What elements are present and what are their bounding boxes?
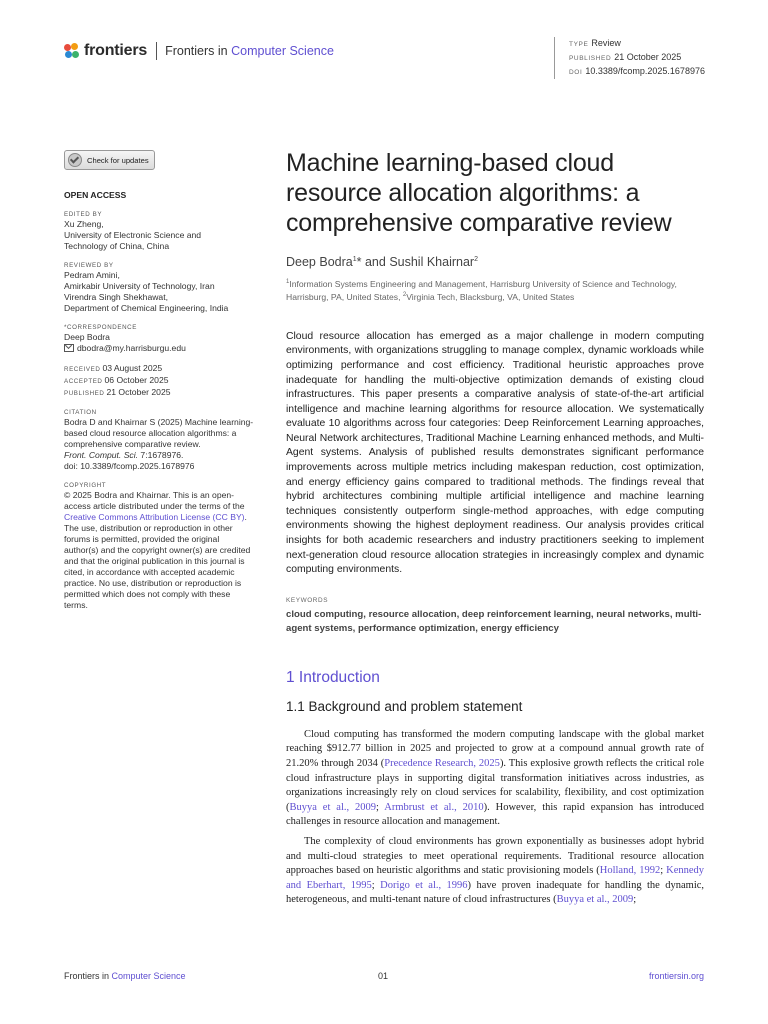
check-for-updates-button[interactable]: Check for updates bbox=[64, 150, 155, 170]
citation: Bodra D and Khairnar S (2025) Machine learning-based cloud resource allocation algorithms: a comprehensive comparative review. Front. Comput. Sci. 7:1678976. doi: 10.3389/fcomp.2025.1678976 bbox=[64, 417, 254, 471]
editor-list: Xu Zheng, University of Electronic Science and Technology of China, China bbox=[64, 219, 202, 251]
brand-name: frontiers bbox=[84, 42, 148, 59]
correspondence-name: Deep Bodra bbox=[64, 332, 110, 342]
doi[interactable]: 10.3389/fcomp.2025.1678976 bbox=[585, 66, 705, 76]
article-sidebar bbox=[64, 150, 254, 611]
page-number: 01 bbox=[378, 971, 389, 981]
received-date: 03 August 2025 bbox=[102, 363, 163, 373]
article-title: Machine learning-based cloud resource allocation algorithms: a comprehensive comparative review bbox=[286, 149, 672, 237]
author-link[interactable]: Deep Bodra bbox=[286, 255, 353, 269]
reference-link[interactable]: Holland, 1992 bbox=[599, 865, 661, 877]
reference-link[interactable]: Buyya et al., 2009 bbox=[289, 801, 377, 813]
footer-journal[interactable]: Frontiers in Computer Science bbox=[64, 971, 186, 981]
keywords: cloud computing, resource allocation, deep reinforcement learning, neural networks, multi-agent systems, performance optimization, energy efficiency bbox=[286, 608, 702, 634]
subsection-heading: 1.1 Background and problem statement bbox=[286, 698, 523, 714]
footer-site-link[interactable]: frontiersin.org bbox=[648, 971, 704, 981]
edited-by-label: EDITED BY bbox=[64, 211, 103, 218]
author-list: Deep Bodra$^1$* and Sushil Khairnar$^2$ bbox=[286, 255, 478, 269]
sidebar-published-date: 21 October 2025 bbox=[106, 387, 171, 397]
reviewer-list: Pedram Amini, Amirkabir University of Technology, Iran Virendra Singh Shekhawat, Department of Chemical Engineering, India bbox=[64, 270, 229, 313]
reviewed-by-label: REVIEWED BY bbox=[64, 262, 114, 269]
article-main bbox=[286, 148, 704, 913]
accepted-date: 06 October 2025 bbox=[104, 375, 169, 385]
article-type: Review bbox=[591, 38, 621, 48]
article-dates: RECEIVED 03 August 2025 ACCEPTED 06 October 2025 PUBLISHED 21 October 2025 bbox=[64, 363, 171, 397]
section-heading: 1 Introduction bbox=[286, 668, 380, 686]
published-date: 21 October 2025 bbox=[614, 52, 682, 62]
reference-link[interactable]: Buyya et al., 2009 bbox=[556, 894, 634, 906]
header-divider bbox=[156, 42, 157, 60]
checkmark-icon bbox=[68, 153, 82, 167]
open-access-label: OPEN ACCESS bbox=[64, 190, 127, 200]
paragraph: Cloud computing has transformed the modern computing landscape with the global market reaching $912.77 billion in 2025 and projected to grow at a compound annual growth rate of 21.20% through 2034 (Precedence Research, 2025). This explosive growth reflects the critical role cloud infrastructure plays in supporting digital transformation initiatives across industries, as organizations increasingly rely on cloud services for scalability, flexibility, and cost optimization (Buyya et al., 2009; Armbrust et al., 2010). However, this rapid expansion has introduced challenges in resource allocation and management. bbox=[286, 728, 704, 828]
reference-link[interactable]: Dorigo et al., 1996 bbox=[380, 879, 468, 891]
license-link[interactable]: Creative Commons Attribution License (CC BY) bbox=[64, 512, 245, 522]
journal-title[interactable]: Frontiers in Computer Science bbox=[165, 44, 334, 58]
correspondence-label: *CORRESPONDENCE bbox=[64, 324, 137, 331]
copyright-text: © 2025 Bodra and Khairnar. This is an open-access article distributed under the terms of the Creative Commons Attribution License (CC BY). The use, distribution or reproduction in other forums is permitted, provided the original author(s) and the copyright owner(s) are credited and that the original publication in this journal is cited, in accordance with accepted academic practice. No use, distribution or reproduction is permitted which does not comply with these terms. bbox=[64, 490, 251, 610]
keywords-label: KEYWORDS bbox=[286, 596, 329, 604]
author-link[interactable]: Sushil Khairnar bbox=[389, 255, 475, 269]
frontiers-logo-icon bbox=[64, 43, 80, 59]
reference-link[interactable]: Armbrust et al., 2010 bbox=[384, 801, 484, 813]
paragraph: The complexity of cloud environments has grown exponentially as businesses adopt hybrid and multi-cloud strategies to meet operational requirements. Traditional resource allocation approaches based on heuristic algorithms and static provisioning models (Holland, 1992; Kennedy and Eberhart, 1995; Dorigo et al., 1996) have proven inadequate for handling the dynamic, heterogeneous, and multi-tenant nature of cloud infrastructures (Buyya et al., 2009; bbox=[286, 835, 705, 906]
body-text bbox=[286, 728, 704, 908]
reference-link[interactable]: Kennedy and Eberhart, 1995 bbox=[286, 865, 705, 891]
abstract: Cloud resource allocation has emerged as a major challenge in modern computing environments, with organizations struggling to manage complex, dynamic workloads while optimizing performance and cost efficiency. Traditional heuristic approaches prove inadequate for handling the multi-objective optimization demands of existing cloud infrastructures. This paper presents a comparative analysis of state-of-the-art artificial intelligence and machine learning algorithms for resource allocation. We systematically evaluate 10 algorithms across four categories: Deep Reinforcement Learning approaches, Neural Network architectures, Traditional Machine Learning enhanced methods, and Multi-Agent systems. Analysis of published results demonstrates significant performance improvements across multiple metrics including makespan reduction, cost optimization, and energy efficiency gains compared to traditional methods. The findings reveal that hybrid architectures combining multiple artificial intelligence and machine learning techniques consistently outperform single-method approaches, with edge computing environments showing the highest deployment readiness. Our analysis provides critical insights for both academic researchers and industry practitioners seeking to implement next-generation cloud resource allocation strategies in increasingly complex and dynamic computing environments. bbox=[286, 330, 704, 576]
frontiers-logo[interactable] bbox=[64, 42, 334, 60]
citation-label: CITATION bbox=[64, 409, 97, 416]
affiliations: $^1$Information Systems Engineering and Management, Harrisburg University of Science and Technology, Harrisburg, PA, United States, $^2$Virginia Tech, Blacksburg, VA, United States bbox=[286, 278, 677, 302]
article-meta: TYPE Review PUBLISHED 21 October 2025 DOI 10.3389/fcomp.2025.1678976 bbox=[554, 37, 705, 79]
copyright-label: COPYRIGHT bbox=[64, 482, 107, 489]
correspondence-email[interactable]: dbodra@my.harrisburgu.edu bbox=[64, 343, 254, 354]
reference-link[interactable]: Precedence Research, 2025 bbox=[384, 758, 500, 769]
mail-icon bbox=[64, 344, 74, 352]
